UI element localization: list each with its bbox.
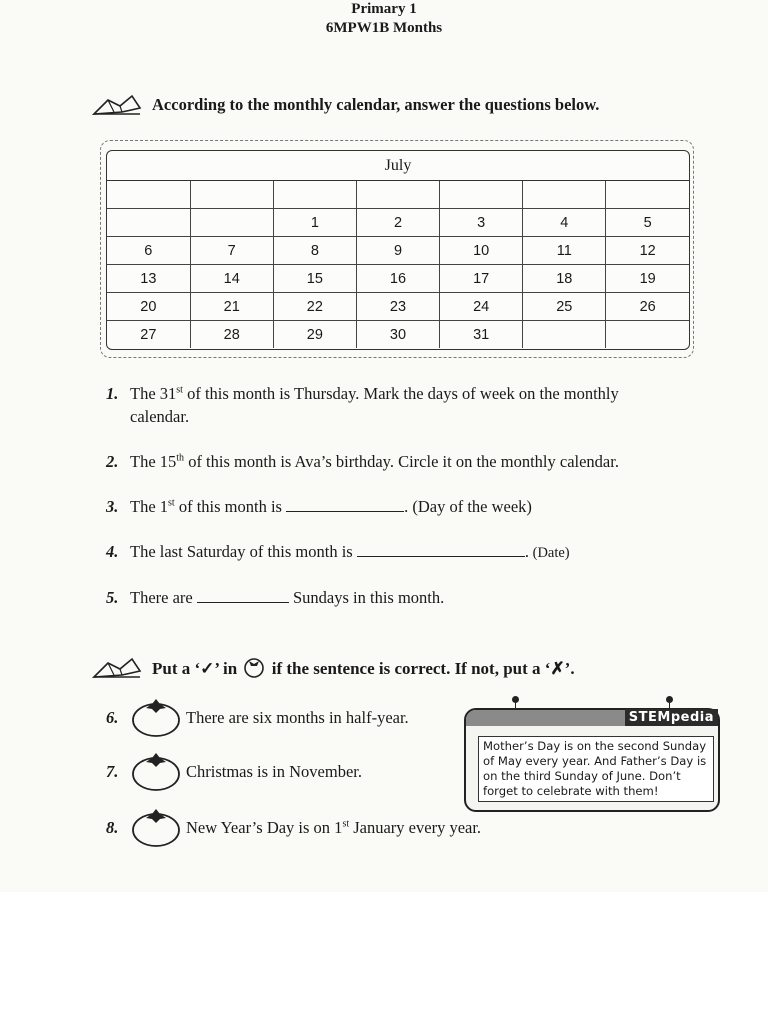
calendar-day-cell[interactable]: 14: [190, 265, 273, 293]
calendar-day-cell[interactable]: [107, 209, 190, 237]
calendar-month-title: July: [107, 151, 689, 181]
stempedia-note: [464, 696, 722, 814]
weekday-header-cell[interactable]: [190, 181, 273, 209]
calendar-day-cell[interactable]: 6: [107, 237, 190, 265]
pin-icon: [666, 696, 673, 703]
calendar-day-cell[interactable]: 12: [606, 237, 689, 265]
calendar-week-row: [107, 321, 689, 349]
weekday-header-cell[interactable]: [107, 181, 190, 209]
section-title-text: According to the monthly calendar, answer the questions below.: [152, 95, 600, 114]
calendar-day-cell[interactable]: 11: [523, 237, 606, 265]
answer-blank-date[interactable]: [357, 542, 525, 557]
tomato-circle-icon: [241, 656, 267, 678]
weekday-header-cell[interactable]: [356, 181, 439, 209]
answer-tomato-circle[interactable]: [130, 808, 182, 848]
calendar-day-cell[interactable]: 21: [190, 293, 273, 321]
calendar-day-cell[interactable]: 25: [523, 293, 606, 321]
question-2: 2. The 15th of this month is Ava’s birthday. Circle it on the monthly calendar.: [106, 452, 619, 471]
calendar-day-cell[interactable]: 8: [273, 237, 356, 265]
calendar-day-cell[interactable]: 7: [190, 237, 273, 265]
question-5: 5. There are Sundays in this month.: [106, 588, 445, 607]
calendar-day-cell[interactable]: 23: [356, 293, 439, 321]
answer-tomato-circle[interactable]: [130, 752, 182, 792]
statement-8: 8. New Year’s Day is on 1st January every year.: [106, 808, 481, 848]
note-text: Mother’s Day is on the second Sunday of May every year. And Father’s Day is on the third Sunday of June. Don’t forget to celebrate with them!: [478, 736, 714, 802]
question-4: 4. The last Saturday of this month is . (Date): [106, 542, 570, 561]
calendar-day-cell[interactable]: 17: [440, 265, 523, 293]
open-book-icon: [92, 94, 142, 116]
section-title-true-false: Put a ‘✓’ in if the sentence is correct. If not, put a ‘✗’.: [92, 656, 575, 679]
calendar-day-cell[interactable]: 9: [356, 237, 439, 265]
calendar-week-row: [107, 237, 689, 265]
answer-blank-count[interactable]: [197, 588, 289, 603]
calendar-day-cell[interactable]: 28: [190, 321, 273, 349]
calendar-day-cell[interactable]: 30: [356, 321, 439, 349]
pin-icon: [512, 696, 519, 703]
calendar-day-cell[interactable]: [523, 321, 606, 349]
calendar-day-cell[interactable]: 27: [107, 321, 190, 349]
calendar-day-cell[interactable]: 29: [273, 321, 356, 349]
question-1: 1. The 31st of this month is Thursday. Mark the days of week on the monthly calendar.: [106, 384, 619, 426]
calendar-day-cell[interactable]: 4: [523, 209, 606, 237]
calendar-grid: [107, 181, 689, 348]
calendar-day-cell[interactable]: 31: [440, 321, 523, 349]
stempedia-logo: STEMpedia: [625, 709, 718, 726]
calendar-day-cell[interactable]: [190, 209, 273, 237]
calendar-day-cell[interactable]: 22: [273, 293, 356, 321]
page-bottom: [0, 892, 768, 1024]
calendar-week-row: [107, 209, 689, 237]
calendar-week-row: [107, 265, 689, 293]
open-book-icon: [92, 657, 142, 679]
statement-7: 7. Christmas is in November.: [106, 752, 362, 792]
header-code: 6MPW1B Months: [325, 20, 443, 36]
calendar-day-cell[interactable]: 10: [440, 237, 523, 265]
calendar-day-cell[interactable]: 16: [356, 265, 439, 293]
answer-blank-day-of-week[interactable]: [286, 497, 404, 512]
calendar-day-cell[interactable]: [606, 321, 689, 349]
question-3: 3. The 1st of this month is . (Day of the week): [106, 497, 532, 516]
calendar-day-cell[interactable]: 18: [523, 265, 606, 293]
worksheet-header: [0, 0, 768, 38]
calendar-week-row: [107, 293, 689, 321]
calendar-day-cell[interactable]: 15: [273, 265, 356, 293]
weekday-header-cell[interactable]: [523, 181, 606, 209]
answer-tomato-circle[interactable]: [130, 698, 182, 738]
calendar-day-cell[interactable]: 19: [606, 265, 689, 293]
calendar-day-cell[interactable]: 2: [356, 209, 439, 237]
calendar-day-cell[interactable]: 3: [440, 209, 523, 237]
monthly-calendar: [100, 140, 694, 358]
calendar-day-cell[interactable]: 20: [107, 293, 190, 321]
header-grade: Primary 1: [351, 1, 417, 17]
weekday-header-cell[interactable]: [606, 181, 689, 209]
calendar-day-cell[interactable]: 5: [606, 209, 689, 237]
calendar-day-cell[interactable]: 1: [273, 209, 356, 237]
calendar-week-row: [107, 181, 689, 209]
section-title-calendar: [92, 94, 599, 116]
calendar-table-frame: [106, 150, 690, 350]
calendar-day-cell[interactable]: 13: [107, 265, 190, 293]
statement-6: 6. There are six months in half-year.: [106, 698, 409, 738]
weekday-header-cell[interactable]: [273, 181, 356, 209]
weekday-header-cell[interactable]: [440, 181, 523, 209]
calendar-day-cell[interactable]: 26: [606, 293, 689, 321]
calendar-day-cell[interactable]: 24: [440, 293, 523, 321]
